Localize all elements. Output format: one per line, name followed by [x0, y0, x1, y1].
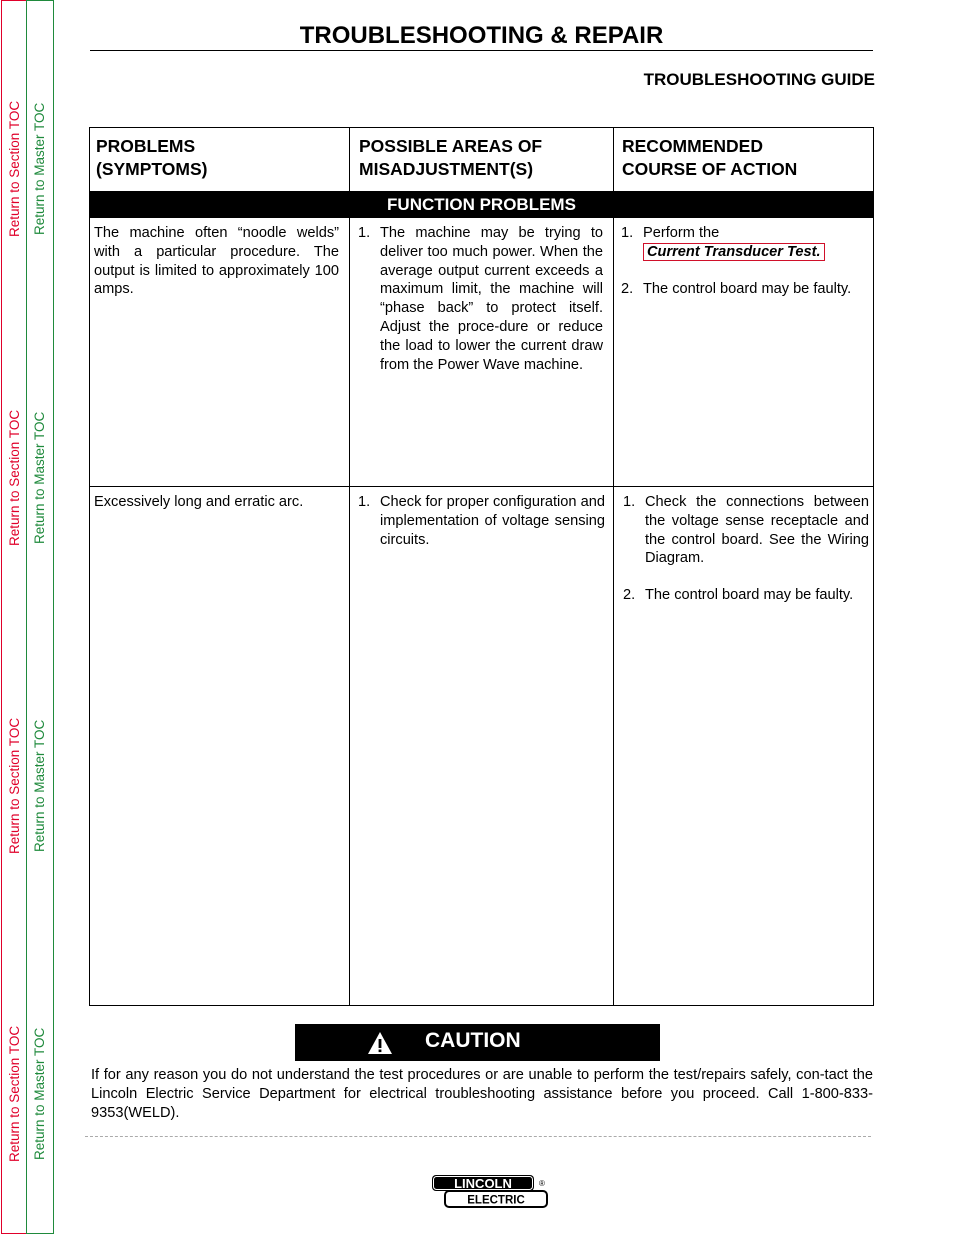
list-item: 1. Check the connections between the voltage sense receptacle and the control board. See the Wiring Diagram. [623, 494, 869, 567]
section-toc-strip [1, 0, 27, 1234]
return-master-toc-link-2[interactable]: Return to Master TOC [32, 411, 47, 544]
row2-problem: Excessively long and erratic arc. [94, 494, 304, 510]
return-master-toc-link-4[interactable]: Return to Master TOC [32, 1027, 47, 1160]
action-text: Perform the [643, 225, 720, 241]
row1-problem: The machine often “noodle welds” with a particular procedure. The output is limited to approximately 100 amps. [94, 225, 339, 298]
page-title: TROUBLESHOOTING & REPAIR [90, 22, 873, 51]
list-item: 1. Perform the Current Transducer Test. [621, 224, 869, 262]
current-transducer-test-link[interactable]: Current Transducer Test. [643, 243, 825, 261]
header-problems: PROBLEMS (SYMPTOMS) [96, 136, 208, 179]
list-item: 2. The control board may be faulty. [623, 587, 854, 604]
return-section-toc-link-3[interactable]: Return to Section TOC [7, 717, 22, 854]
master-toc-strip [26, 0, 54, 1234]
troubleshooting-table [89, 127, 874, 1006]
return-master-toc-link-1[interactable]: Return to Master TOC [32, 102, 47, 235]
svg-text:®: ® [539, 1179, 545, 1188]
list-item: 2. The control board may be faulty. [621, 280, 852, 297]
row1-causes [358, 224, 603, 374]
return-section-toc-link-4[interactable]: Return to Section TOC [7, 1025, 22, 1162]
row-divider [90, 486, 873, 487]
warning-icon [367, 1031, 393, 1055]
header-misadjustments: POSSIBLE AREAS OF MISADJUSTMENT(S) [359, 136, 543, 179]
svg-text:ELECTRIC: ELECTRIC [467, 1194, 525, 1207]
section-band-function-problems: FUNCTION PROBLEMS [90, 191, 873, 218]
footer-divider [85, 1136, 871, 1137]
return-section-toc-link-2[interactable]: Return to Section TOC [7, 409, 22, 546]
header-actions: RECOMMENDED COURSE OF ACTION [622, 136, 798, 179]
guide-title: TROUBLESHOOTING GUIDE [643, 70, 875, 89]
row2-actions [623, 493, 869, 605]
return-master-toc-link-3[interactable]: Return to Master TOC [32, 719, 47, 852]
svg-text:LINCOLN: LINCOLN [454, 1176, 512, 1191]
caution-banner [295, 1024, 660, 1061]
caution-note: If for any reason you do not understand the test procedures or are unable to perform the test/repairs safely, con-tact the Lincoln Electric Service Department for electrical troubleshooting assistance before you proceed. Call 1-800-833-9353(WELD). [91, 1067, 873, 1121]
row1-actions [621, 224, 869, 298]
list-item: 1. Check for proper configuration and implementation of voltage sensing circuits. [358, 494, 605, 548]
caution-label: CAUTION [425, 1029, 521, 1052]
row2-causes [358, 493, 605, 549]
return-section-toc-link-1[interactable]: Return to Section TOC [7, 100, 22, 237]
lincoln-electric-logo [431, 1174, 548, 1208]
list-item: 1. The machine may be trying to deliver too much power. When the average output current exceeds a maximum limit, the machine will “phase back” to protect itself. Adjust the proce-dure or reduce the load to lower the current draw from the Power Wave machine. [358, 225, 603, 373]
